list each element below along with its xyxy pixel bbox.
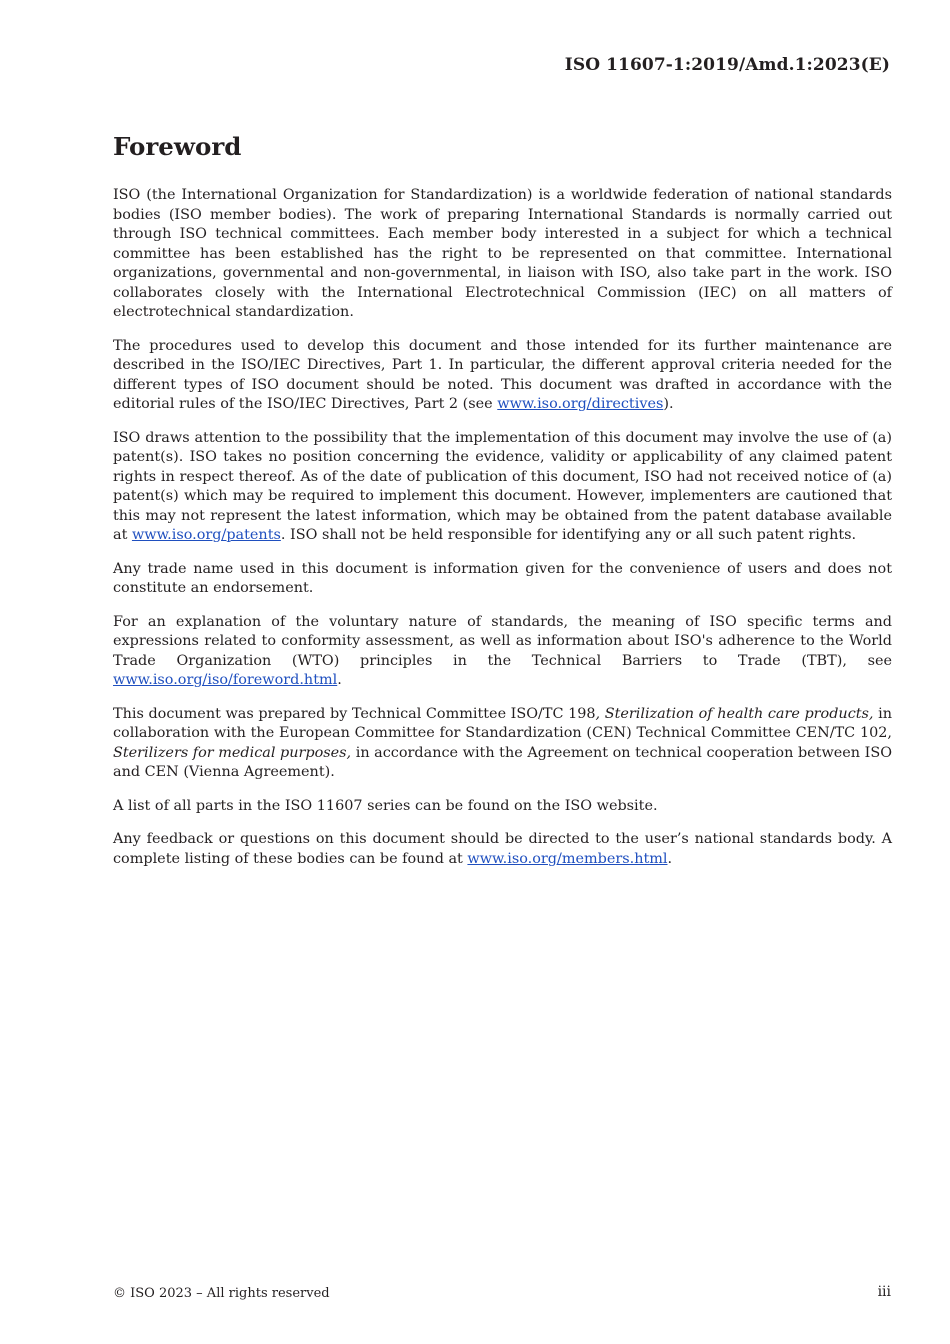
paragraph-trade-name: Any trade name used in this document is information given for the convenience of users and does not constitute an endorsement. [113,560,892,596]
paragraph-voluntary-end: . [337,672,342,688]
directives-link[interactable]: www.iso.org/directives [497,396,664,412]
committee-text-1: This document was prepared by Technical Committee ISO/TC 198 [113,705,596,722]
committee-text-3: in accordance with the Agreement on technical cooperation between ISO and CEN (Vienna Agreement). [113,744,892,780]
committee-text-2: in collaboration with the European Committee for Standardization (CEN) Technical Committee CEN/TC 102, [113,705,892,741]
copyright-footer: © ISO 2023 – All rights reserved [113,1286,330,1301]
patents-link[interactable]: www.iso.org/patents [131,527,281,543]
committee-title-iso: , Sterilization of health care products, [595,705,874,722]
paragraph-feedback-text: Any feedback or questions on this document should be directed to the user’s national standards body. A complete listing of these bodies can be found at [113,831,892,867]
paragraph-patents-end: . ISO shall not be held responsible for identifying any or all such patent rights. [280,527,857,543]
page-number: iii [877,1284,891,1300]
paragraph-patents [113,429,892,546]
paragraph-procedures [113,337,892,415]
paragraph-feedback-end: . [667,850,673,867]
page-title: Foreword [113,132,242,161]
paragraph-patents-text: ISO draws attention to the possibility that the implementation of this document may involve the use of (a) patent(s). ISO takes no position concerning the evidence, validity or applicability of any claimed patent rights in respect thereof. As of the date of publication of this document, ISO had not received notice of (a) patent(s) which may be required to implement this document. However, implementers are cautioned that this may not represent the latest information, which may be obtained from the patent database available at [113,429,892,543]
foreword-body [113,186,892,883]
foreword-link[interactable]: www.iso.org/iso/foreword.html [113,672,338,688]
members-link[interactable]: www.iso.org/members.html [467,850,668,867]
paragraph-procedures-text: The procedures used to develop this document and those intended for its further maintenance are described in the ISO/IEC Directives, Part 1. In particular, the different approval criteria needed for the different types of ISO document should be noted. This document was drafted in accordance with the editorial rules of the ISO/IEC Directives, Part 2 (see [113,337,892,412]
paragraph-procedures-end: ). [663,396,674,412]
committee-title-cen: Sterilizers for medical purposes, [113,744,352,761]
document-id-header: ISO 11607-1:2019/Amd.1:2023(E) [564,55,890,75]
paragraph-voluntary-text: For an explanation of the voluntary nature of standards, the meaning of ISO specific terms and expressions related to conformity assessment, as well as information about ISO's adherence to the World Trade Organization (WTO) principles in the Technical Barriers to Trade (TBT), see [113,613,892,669]
paragraph-feedback [113,830,892,869]
paragraph-series-parts: A list of all parts in the ISO 11607 series can be found on the ISO website. [113,797,658,814]
paragraph-voluntary-nature [113,613,892,691]
paragraph-iso-overview: ISO (the International Organization for Standardization) is a worldwide federation of national standards bodies (ISO member bodies). The work of preparing International Standards is normally carried out through ISO technical committees. Each member body interested in a subject for which a technical committee has been established has the right to be represented on that committee. International organizations, governmental and non-governmental, in liaison with ISO, also take part in the work. ISO collaborates closely with the International Electrotechnical Commission (IEC) on all matters of electrotechnical standardization. [113,187,892,320]
paragraph-committee [113,705,892,783]
